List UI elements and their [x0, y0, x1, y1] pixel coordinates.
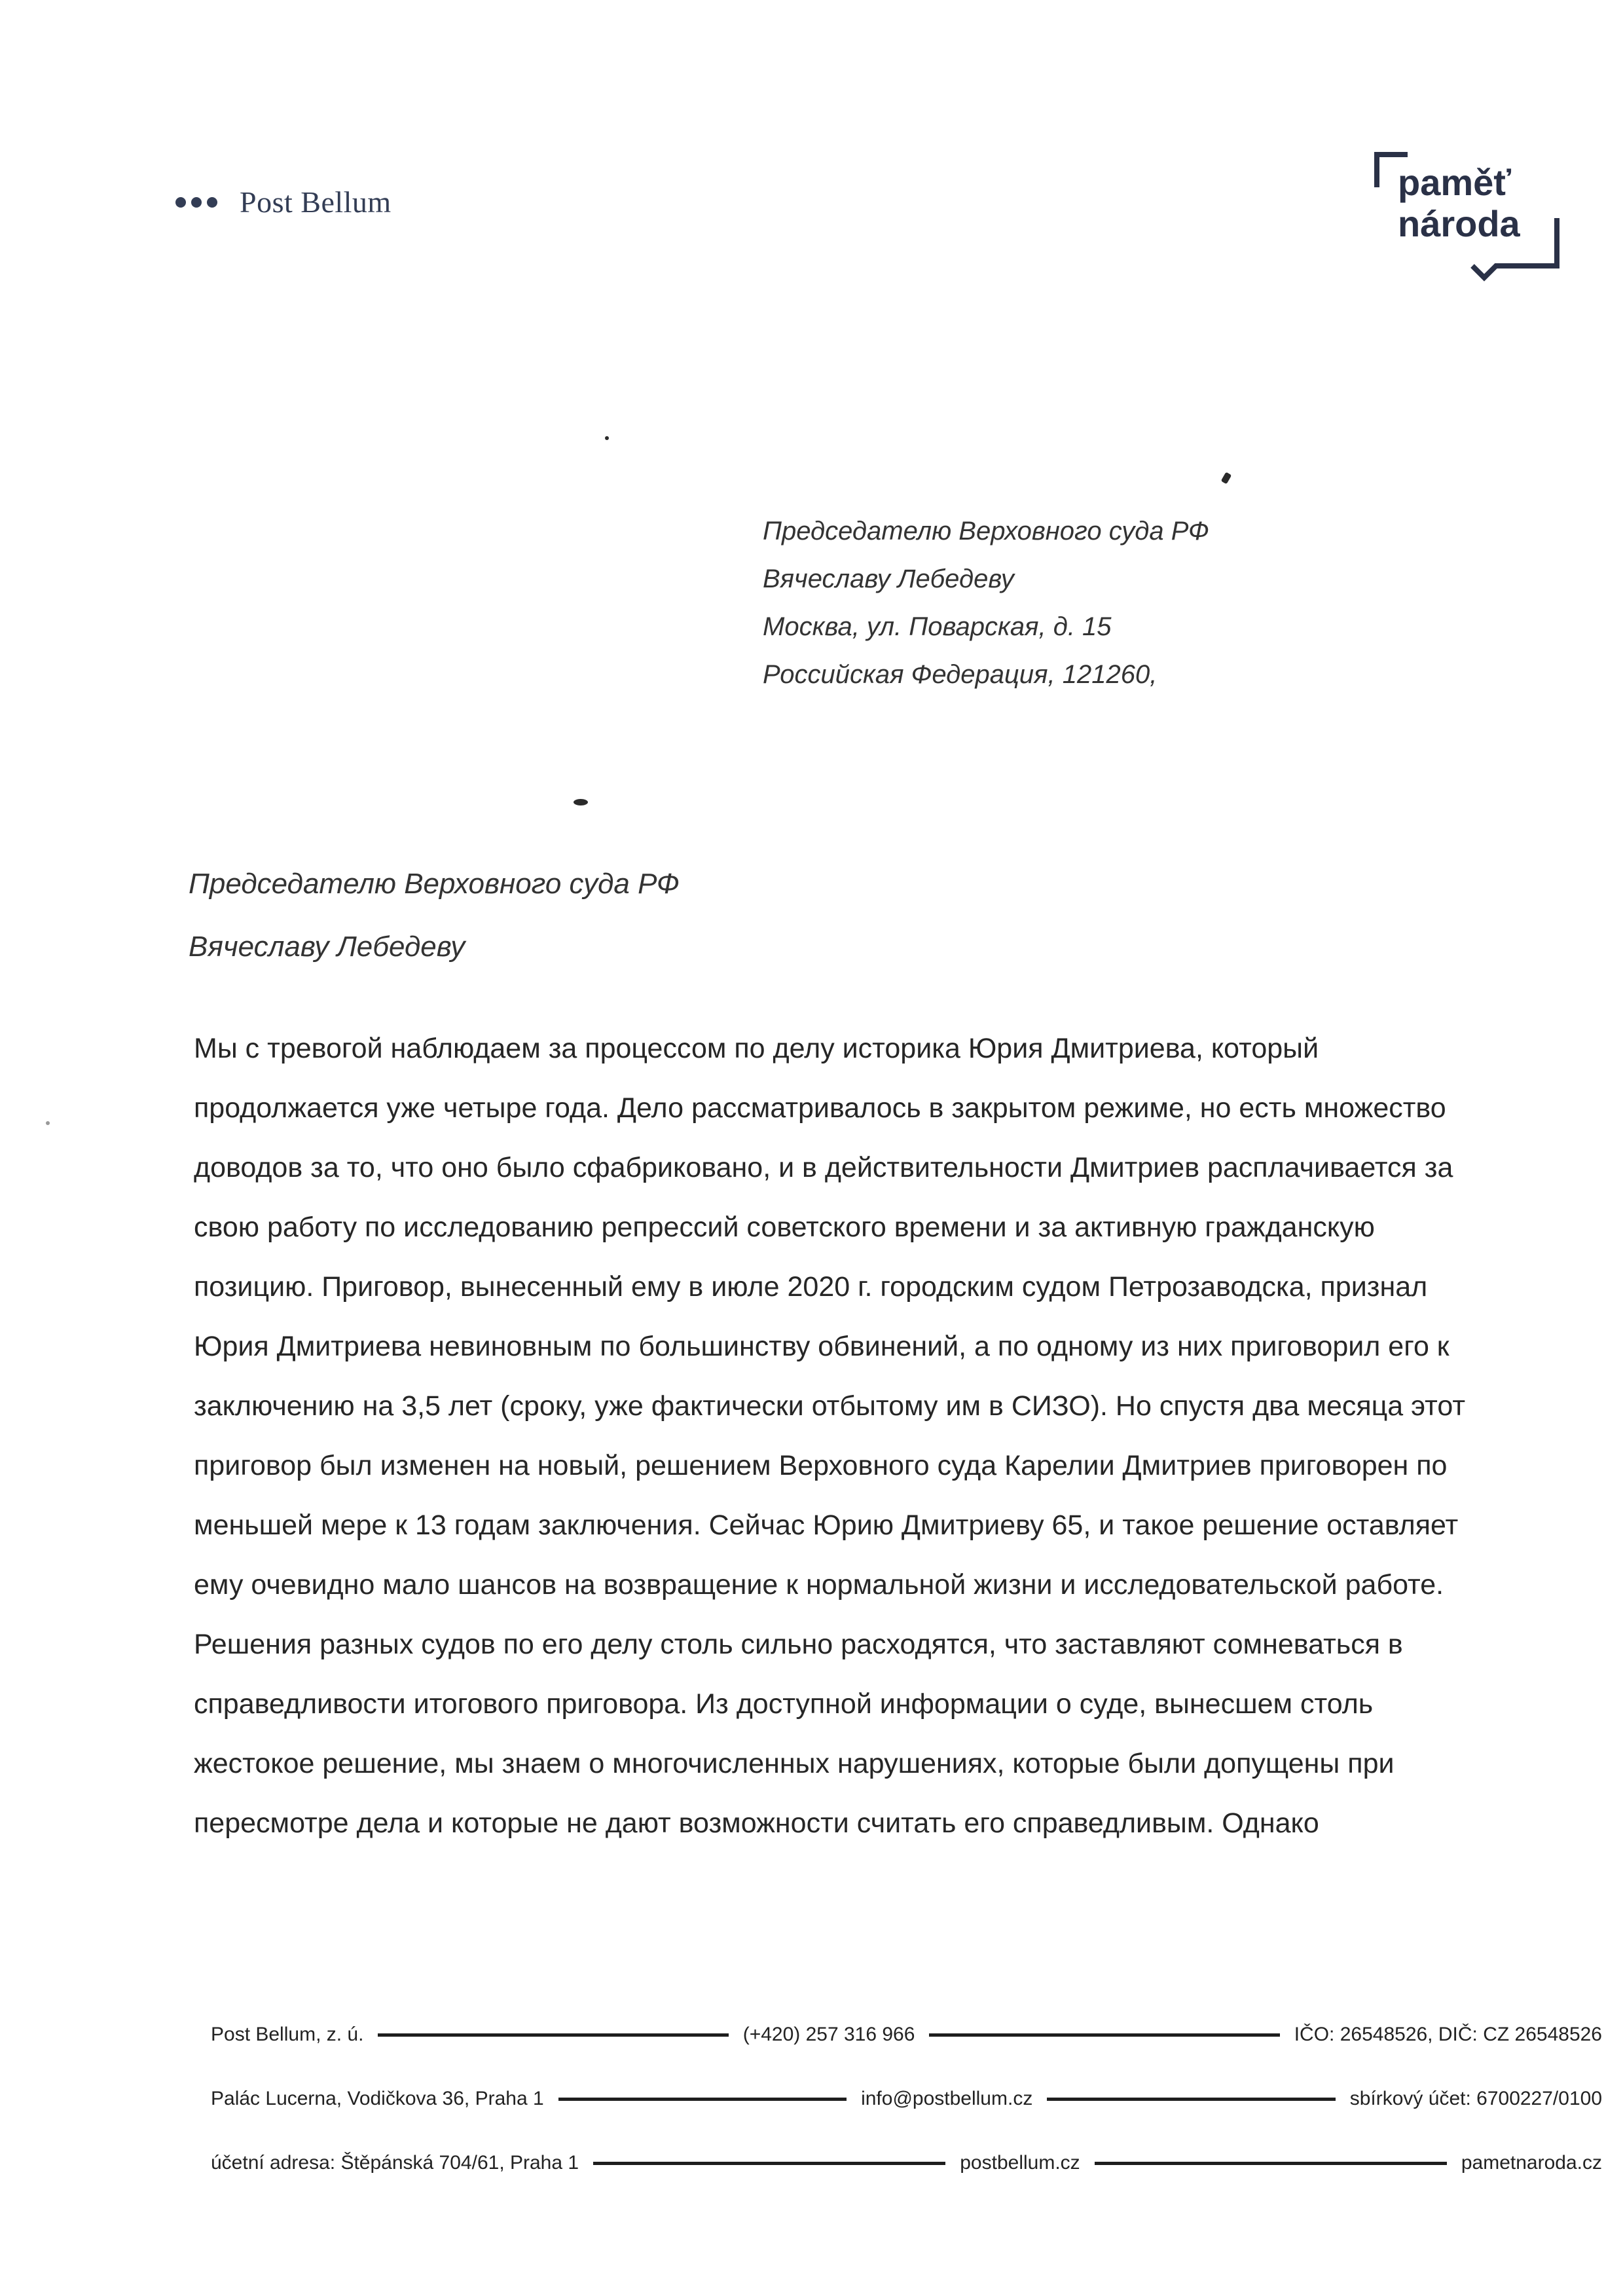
body-line: жестокое решение, мы знаем о многочисленных нарушениях, которые были допущены при [194, 1748, 1395, 1779]
recipient-line: Москва, ул. Поварская, д. 15 [763, 612, 1112, 641]
footer-website: postbellum.cz [960, 2152, 1080, 2174]
body-line: продолжается уже четыре года. Дело рассматривалось в закрытом режиме, но есть множество [194, 1092, 1446, 1124]
post-bellum-logo-text: Post Bellum [240, 185, 392, 219]
footer-email: info@postbellum.cz [861, 2088, 1033, 2109]
scan-speck [1221, 472, 1232, 485]
body-line: Юрия Дмитриева невиновным по большинству обвинений, а по одному из них приговорил его к [194, 1331, 1450, 1362]
footer-phone: (+420) 257 316 966 [742, 2024, 915, 2045]
body-line: Мы с тревогой наблюдаем за процессом по делу историка Юрия Дмитриева, который [194, 1033, 1319, 1064]
body-line: пересмотре дела и которые не дают возможности считать его справедливым. Однако [194, 1807, 1319, 1839]
footer-tax-ids: IČO: 26548526, DIČ: CZ 26548526 [1294, 2024, 1602, 2045]
salutation-line: Вячеславу Лебедеву [189, 931, 465, 963]
salutation-line: Председателю Верховного суда РФ [189, 868, 680, 900]
footer-account: sbírkový účet: 6700227/0100 [1349, 2088, 1603, 2109]
footer-divider [1095, 2162, 1447, 2165]
svg-text:paměť: paměť [1398, 162, 1512, 203]
body-line: ему очевидно мало шансов на возвращение к нормальной жизни и исследовательской работе. [194, 1569, 1444, 1601]
scan-speck [46, 1121, 50, 1125]
body-line: меньшей мере к 13 годам заключения. Сейчас Юрию Дмитриеву 65, и такое решение оставляет [194, 1509, 1459, 1541]
scan-speck [574, 799, 588, 805]
footer-address: Palác Lucerna, Vodičkova 36, Praha 1 [211, 2088, 544, 2109]
footer-divider [558, 2098, 847, 2101]
recipient-line: Российская Федерация, 121260, [763, 660, 1158, 689]
pamet-naroda-logo [1372, 149, 1571, 284]
body-line: справедливости итогового приговора. Из доступной информации о суде, вынесшем столь [194, 1688, 1374, 1720]
body-line: позицию. Приговор, вынесенный ему в июле 2020 г. городским судом Петрозаводска, признал [194, 1271, 1428, 1303]
recipient-line: Вячеславу Лебедеву [763, 565, 1014, 593]
scan-speck [605, 436, 609, 440]
post-bellum-logo [175, 185, 392, 219]
footer-divider [378, 2033, 728, 2037]
footer-row [211, 2067, 1602, 2131]
letterhead-footer [211, 2003, 1602, 2195]
body-line: доводов за то, что оно было сфабриковано, и в действительности Дмитриев расплачивается за [194, 1152, 1453, 1183]
body-line: приговор был изменен на новый, решением Верховного суда Карелии Дмитриев приговорен по [194, 1450, 1448, 1481]
footer-row [211, 2131, 1602, 2195]
footer-website-secondary: pametnaroda.cz [1461, 2152, 1602, 2174]
footer-divider [593, 2162, 945, 2165]
recipient-address [763, 508, 1209, 699]
salutation [189, 853, 680, 978]
footer-billing-address: účetní adresa: Štěpánská 704/61, Praha 1 [211, 2152, 579, 2174]
body-line: Решения разных судов по его делу столь сильно расходятся, что заставляют сомневаться в [194, 1629, 1403, 1660]
footer-row [211, 2003, 1602, 2067]
recipient-line: Председателю Верховного суда РФ [763, 517, 1209, 546]
footer-org-name: Post Bellum, z. ú. [211, 2024, 364, 2045]
letter-body [194, 1019, 1601, 1853]
dots-icon [175, 197, 217, 208]
footer-divider [929, 2033, 1279, 2037]
body-line: свою работу по исследованию репрессий советского времени и за активную гражданскую [194, 1212, 1375, 1243]
body-line: заключению на 3,5 лет (сроку, уже фактически отбытому им в СИЗО). Но спустя два месяца этот [194, 1390, 1466, 1422]
footer-divider [1047, 2098, 1335, 2101]
svg-text:národa: národa [1398, 203, 1520, 244]
